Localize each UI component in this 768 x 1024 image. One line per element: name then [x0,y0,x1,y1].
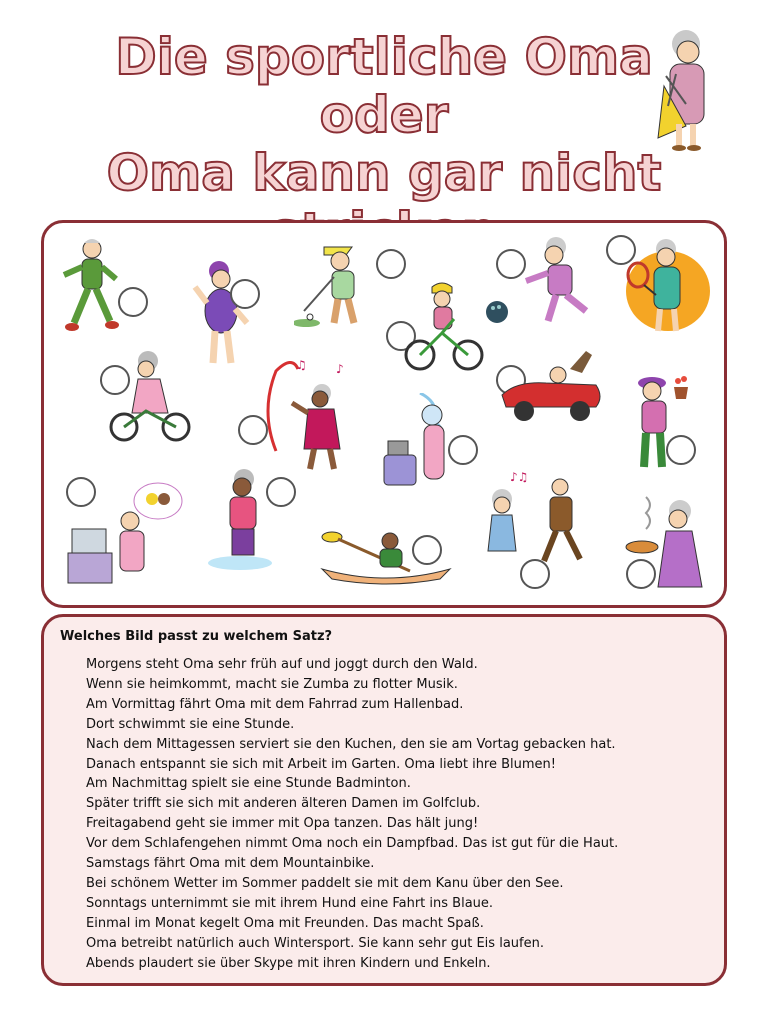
answer-circle[interactable] [266,477,296,507]
ice-skating-grandma-icon [204,467,276,571]
cycling-grandma-icon [108,349,192,445]
sentence: Vor dem Schlafengehen nimmt Oma noch ein Dampfbad. Das ist gut für die Haut. [86,836,619,852]
sentence: Freitagabend geht sie immer mit Opa tanzen. Das hält jung! [86,816,479,832]
ribbon-dance-grandma-icon [256,351,348,475]
sentence: Später trifft sie sich mit anderen älteren Damen im Golfclub. [86,796,481,812]
answer-circle[interactable] [238,415,268,445]
sentence: Abends plaudert sie über Skype mit ihren Kindern und Enkeln. [86,955,491,971]
car-dog-grandma-icon [496,345,606,431]
answer-circle[interactable] [376,249,406,279]
sentence: Nach dem Mittagessen serviert sie den Kuchen, den sie am Vortag gebacken hat. [86,736,616,752]
sentence: Sonntags unternimmt sie mit ihrem Hund eine Fahrt ins Blaue. [86,895,494,911]
answer-circle[interactable] [520,559,550,589]
mountainbike-grandma-icon [402,281,486,377]
sentence: Am Nachmittag spielt sie eine Stunde Badminton. [86,776,411,792]
skype-grandma-icon [66,475,186,585]
sentence: Danach entspannt sie sich mit Arbeit im Garten. Oma liebt ihre Blumen! [86,756,556,772]
knitting-grandma-icon [646,26,726,156]
sentence-list [86,655,618,974]
bathing-grandma-icon [189,259,254,371]
title-line-2: oder [319,86,449,144]
bowling-grandma-icon [522,235,596,329]
sentence: Einmal im Monat kegelt Oma mit Freunden. Das macht Spaß. [86,915,484,931]
answer-circle[interactable] [626,559,656,589]
svg-text:♪♫: ♪♫ [510,470,529,484]
sentence-panel [41,614,727,986]
sentence: Bei schönem Wetter im Sommer paddelt sie mit dem Kanu über den See. [86,875,564,891]
answer-circle[interactable] [448,435,478,465]
answer-circle[interactable] [412,535,442,565]
sentence: Am Vormittag fährt Oma mit dem Fahrrad zum Hallenbad. [86,696,464,712]
svg-text:♫: ♫ [296,358,307,372]
badminton-grandma-icon [614,235,710,339]
svg-text:♪: ♪ [336,362,344,376]
bowling-ball-icon [484,299,510,325]
dancing-couple-icon [480,469,598,573]
steam-bath-grandma-icon [380,393,458,493]
sentence: Samstags fährt Oma mit dem Mountainbike. [86,856,375,872]
sentence: Wenn sie heimkommt, macht sie Zumba zu flotter Musik. [86,676,458,692]
sentence: Dort schwimmt sie eine Stunde. [86,716,295,732]
jogging-grandma-icon [54,235,124,335]
title-line-1: Die sportliche Oma [115,28,653,86]
golf-grandma-icon [294,237,374,329]
picture-panel [41,220,727,608]
title-line-3: Oma kann gar nicht [106,144,662,202]
sentence: Morgens steht Oma sehr früh auf und joggt durch den Wald. [86,657,478,672]
sentence: Oma betreibt natürlich auch Wintersport. Sie kann sehr gut Eis laufen. [86,935,544,951]
answer-circle[interactable] [230,279,260,309]
answer-circle[interactable] [118,287,148,317]
answer-circle[interactable] [666,435,696,465]
exercise-question: Welches Bild passt zu welchem Satz? [60,629,333,644]
